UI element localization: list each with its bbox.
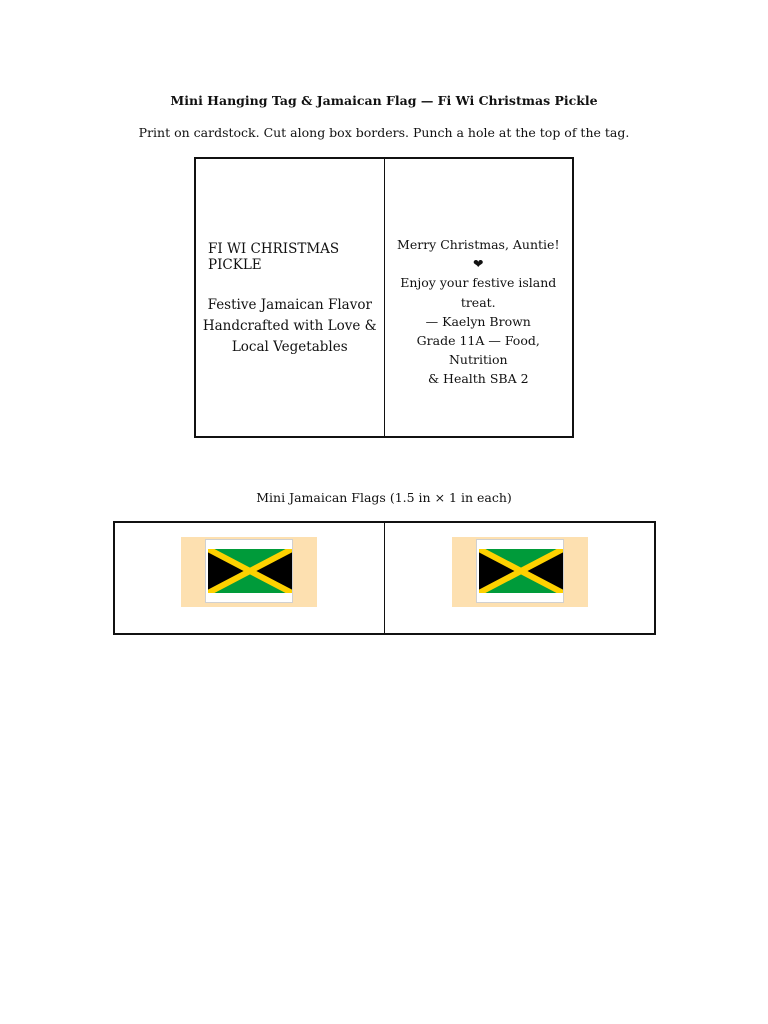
flag-backing: [181, 537, 317, 607]
tag-signature: — Kaelyn Brown: [425, 313, 531, 329]
tag-message: [391, 235, 567, 389]
tag-product-name: FI WI CHRISTMAS PICKLE: [208, 241, 340, 273]
tag-front: [196, 159, 385, 436]
flag-cell: [115, 523, 385, 633]
flag-cell: [385, 523, 654, 633]
tag-description-line: Handcrafted with Love &: [202, 318, 377, 334]
flag-image: [205, 539, 293, 603]
flags-caption: Mini Jamaican Flags (1.5 in × 1 in each): [256, 490, 512, 505]
flag-image: [476, 539, 564, 603]
tag-message-line: Merry Christmas, Auntie! ❤: [397, 237, 560, 272]
tag-description-line: Festive Jamaican Flavor: [207, 297, 372, 313]
tag-message-line: Grade 11A — Food, Nutrition: [416, 333, 540, 368]
flags-table: [113, 521, 656, 635]
tag-description-line: Local Vegetables: [231, 339, 348, 355]
hanging-tag: [194, 157, 574, 438]
jamaican-flag-icon: [208, 549, 292, 593]
document-title: Mini Hanging Tag & Jamaican Flag — Fi Wi Christmas Pickle: [170, 93, 598, 108]
tag-back: [385, 159, 573, 436]
print-instructions: Print on cardstock. Cut along box borders. Punch a hole at the top of the tag.: [138, 125, 630, 140]
tag-message-line: Enjoy your festive island: [400, 275, 557, 291]
tag-message-line: treat.: [460, 294, 496, 310]
jamaican-flag-icon: [479, 549, 563, 593]
flag-backing: [452, 537, 588, 607]
tag-message-line: & Health SBA 2: [427, 371, 529, 387]
tag-description: [196, 295, 384, 358]
